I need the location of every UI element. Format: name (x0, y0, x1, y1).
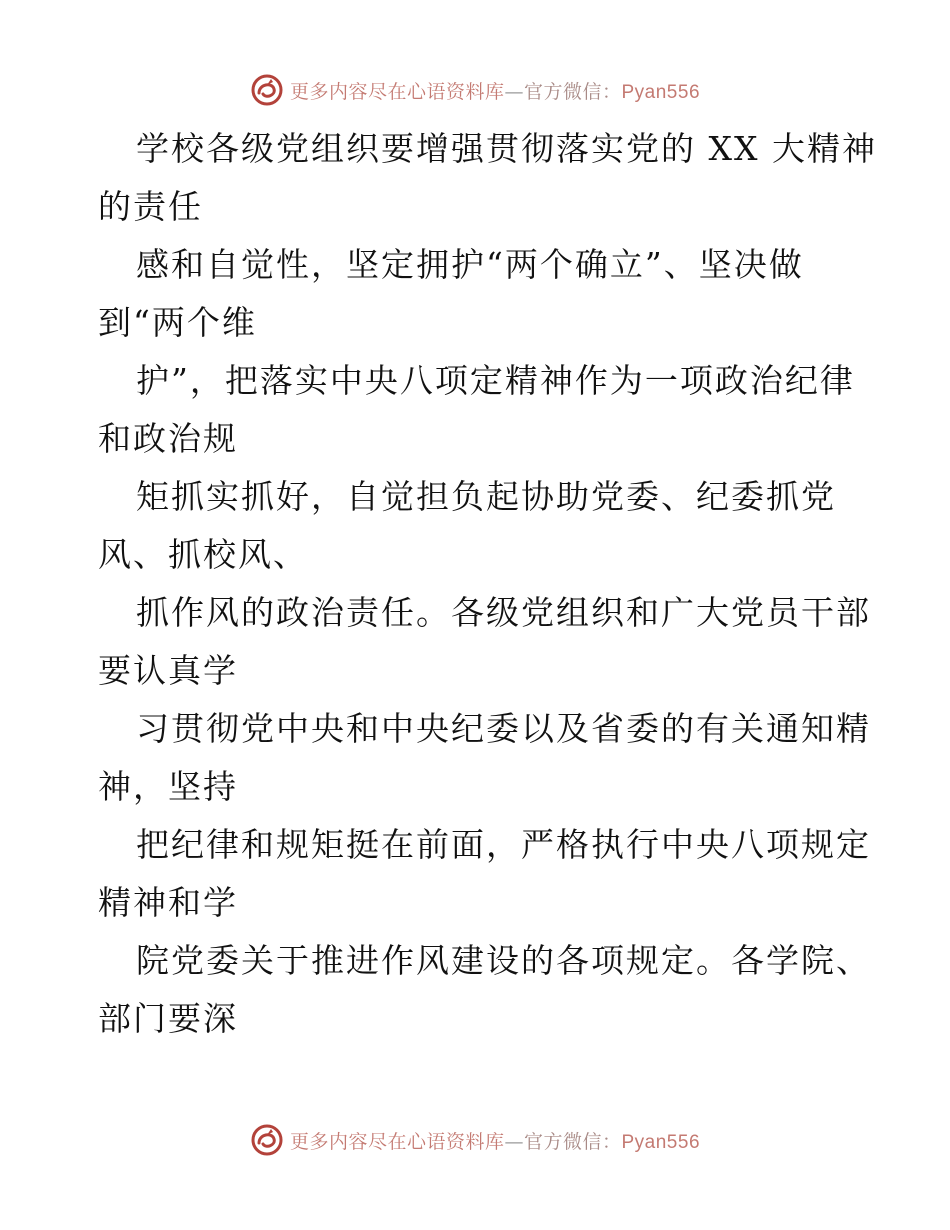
footer-text (290, 1127, 700, 1154)
body-line: 习贯彻党中央和中央纪委以及省委的有关通知精 (136, 709, 871, 748)
body-line: 感和自觉性，坚定拥护“两个确立”、坚决做 (136, 245, 804, 284)
heart-swirl-logo-icon (250, 1123, 284, 1157)
body-line: 学校各级党组织要增强贯彻落实党的 XX 大精神 (136, 129, 877, 168)
body-line: 护”，把落实中央八项定精神作为一项政治纪律 (136, 361, 855, 400)
body-line: 矩抓实抓好，自觉担负起协助党委、纪委抓党 (136, 477, 836, 516)
header-wechat-label: 官方微信： (523, 80, 622, 103)
body-line: 到“两个维 (98, 303, 257, 342)
header-brand: 更多内容尽在心语资料库 (289, 80, 505, 103)
footer-separator: — (504, 1130, 524, 1153)
body-line: 抓作风的政治责任。各级党组织和广大党员干部 (136, 593, 871, 632)
header-wechat-id: Pyan556 (621, 81, 701, 103)
footer-wechat-label: 官方微信： (523, 1130, 622, 1153)
body-line: 院党委关于推进作风建设的各项规定。各学院、 (136, 941, 871, 980)
footer-wechat-id: Pyan556 (621, 1131, 701, 1153)
body-line: 精神和学 (98, 883, 238, 922)
footer-banner (0, 1120, 950, 1160)
header-banner (0, 70, 950, 110)
body-line: 和政治规 (98, 419, 238, 458)
header-text (290, 77, 700, 104)
document-body (98, 120, 878, 1048)
body-line: 把纪律和规矩挺在前面，严格执行中央八项规定 (136, 825, 871, 864)
body-line: 的责任 (98, 187, 203, 226)
body-line: 部门要深 (98, 999, 238, 1038)
header-separator: — (504, 80, 524, 103)
footer-brand: 更多内容尽在心语资料库 (289, 1130, 505, 1153)
body-line: 风、抓校风、 (98, 535, 308, 574)
body-line: 要认真学 (98, 651, 238, 690)
heart-swirl-logo-icon (250, 73, 284, 107)
body-line: 神，坚持 (98, 767, 238, 806)
